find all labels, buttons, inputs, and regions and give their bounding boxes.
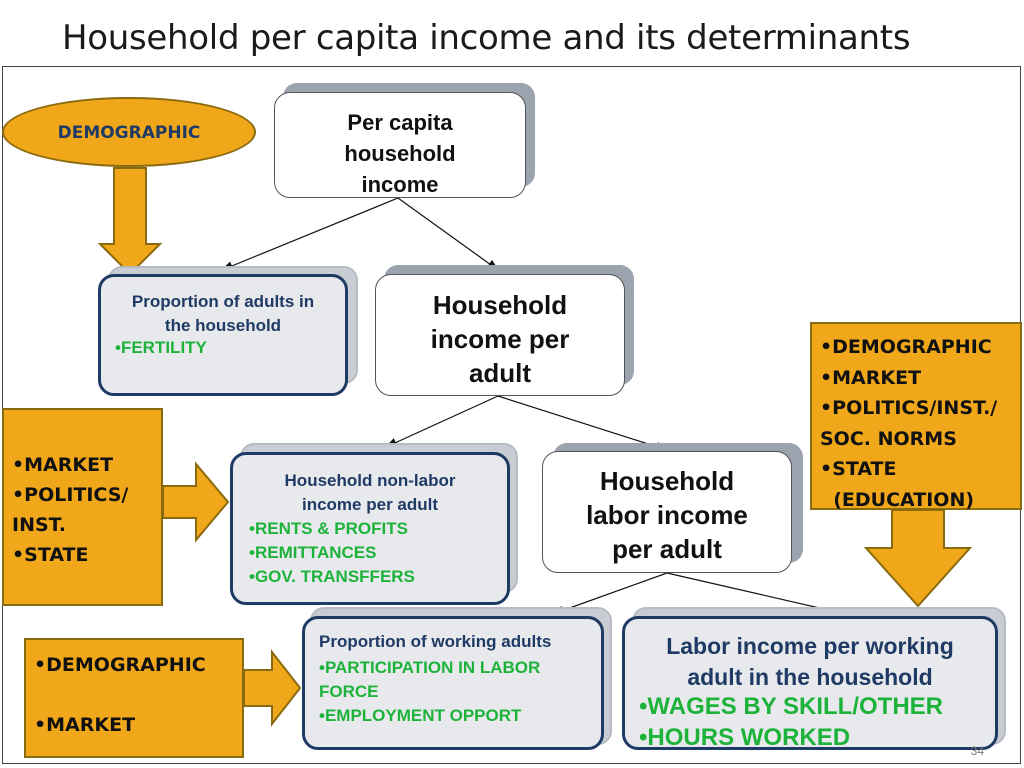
slide-title: Household per capita income and its determinants [62,18,911,58]
working-bullet-force: FORCE [319,682,379,701]
right-line-2: •MARKET [820,366,922,389]
adults-title-1: Proportion of adults in [131,292,315,311]
perworker-title-2: adult in the household [687,664,933,690]
node-nonlabor-income [230,452,510,605]
determinant-demographic-market [24,638,244,758]
gold-arrow-right-bottom [244,652,300,724]
right-line-3: •POLITICS/INST./ [820,397,998,419]
demographic-ellipse [2,97,256,167]
nonlabor-title-2: income per adult [301,495,439,514]
right-line-1: •DEMOGRAPHIC [820,336,992,358]
right-line-5: •STATE [820,458,897,480]
node-proportion-adults [98,274,348,396]
node-labor-per-worker [622,616,998,750]
income-line-3: adult [468,358,532,388]
working-bullet-participation: •PARTICIPATION IN LABOR [319,658,541,677]
mps-line-2: •POLITICS/ [12,484,129,506]
income-line-1: Household [432,290,568,320]
labor-line-3: per adult [612,534,722,564]
node-working-adults [302,616,604,750]
labor-line-2: labor income [586,500,748,530]
nonlabor-bullet-transfers: •GOV. TRANSFFERS [249,567,415,586]
right-line-4: SOC. NORMS [820,427,957,450]
mps-line-3: INST. [12,514,66,536]
working-title: Proportion of working adults [319,632,552,651]
dm-line-3: •MARKET [34,714,136,736]
labor-line-1: Household [599,466,735,496]
mps-line-1: •MARKET [12,454,114,476]
page-number: 34 [970,744,984,758]
gold-arrow-right-middle [163,464,228,540]
dm-line-1: •DEMOGRAPHIC [34,654,206,676]
adults-bullet-fertility: •FERTILITY [115,338,207,357]
right-line-6: (EDUCATION) [820,488,975,511]
working-bullet-employment: •EMPLOYMENT OPPORT [319,706,522,725]
gold-arrow-down-right [866,510,970,606]
per-capita-line-1: Per capita [347,110,453,135]
demographic-ellipse-label: DEMOGRAPHIC [57,123,201,143]
gold-arrow-down-left [100,168,160,274]
per-capita-line-2: household [344,141,456,166]
nonlabor-bullet-remittances: •REMITTANCES [249,543,377,562]
perworker-bullet-hours: •HOURS WORKED [639,724,851,751]
adults-title-2: the household [164,316,282,335]
node-labor-income-per-adult [542,451,792,573]
determinant-right-list [810,322,1022,510]
mps-line-4: •STATE [12,544,89,566]
nonlabor-bullet-rents: •RENTS & PROFITS [249,519,408,538]
nonlabor-title-1: Household non-labor [284,471,456,490]
perworker-title-1: Labor income per working [666,633,954,659]
per-capita-line-3: income [361,172,439,197]
income-line-2: income per [430,324,570,354]
determinant-market-politics-state [2,408,163,606]
node-per-capita-income [274,92,526,198]
perworker-bullet-wages: •WAGES BY SKILL/OTHER [639,693,943,720]
dm-line-2 [34,680,206,710]
node-household-income-per-adult [375,274,625,396]
